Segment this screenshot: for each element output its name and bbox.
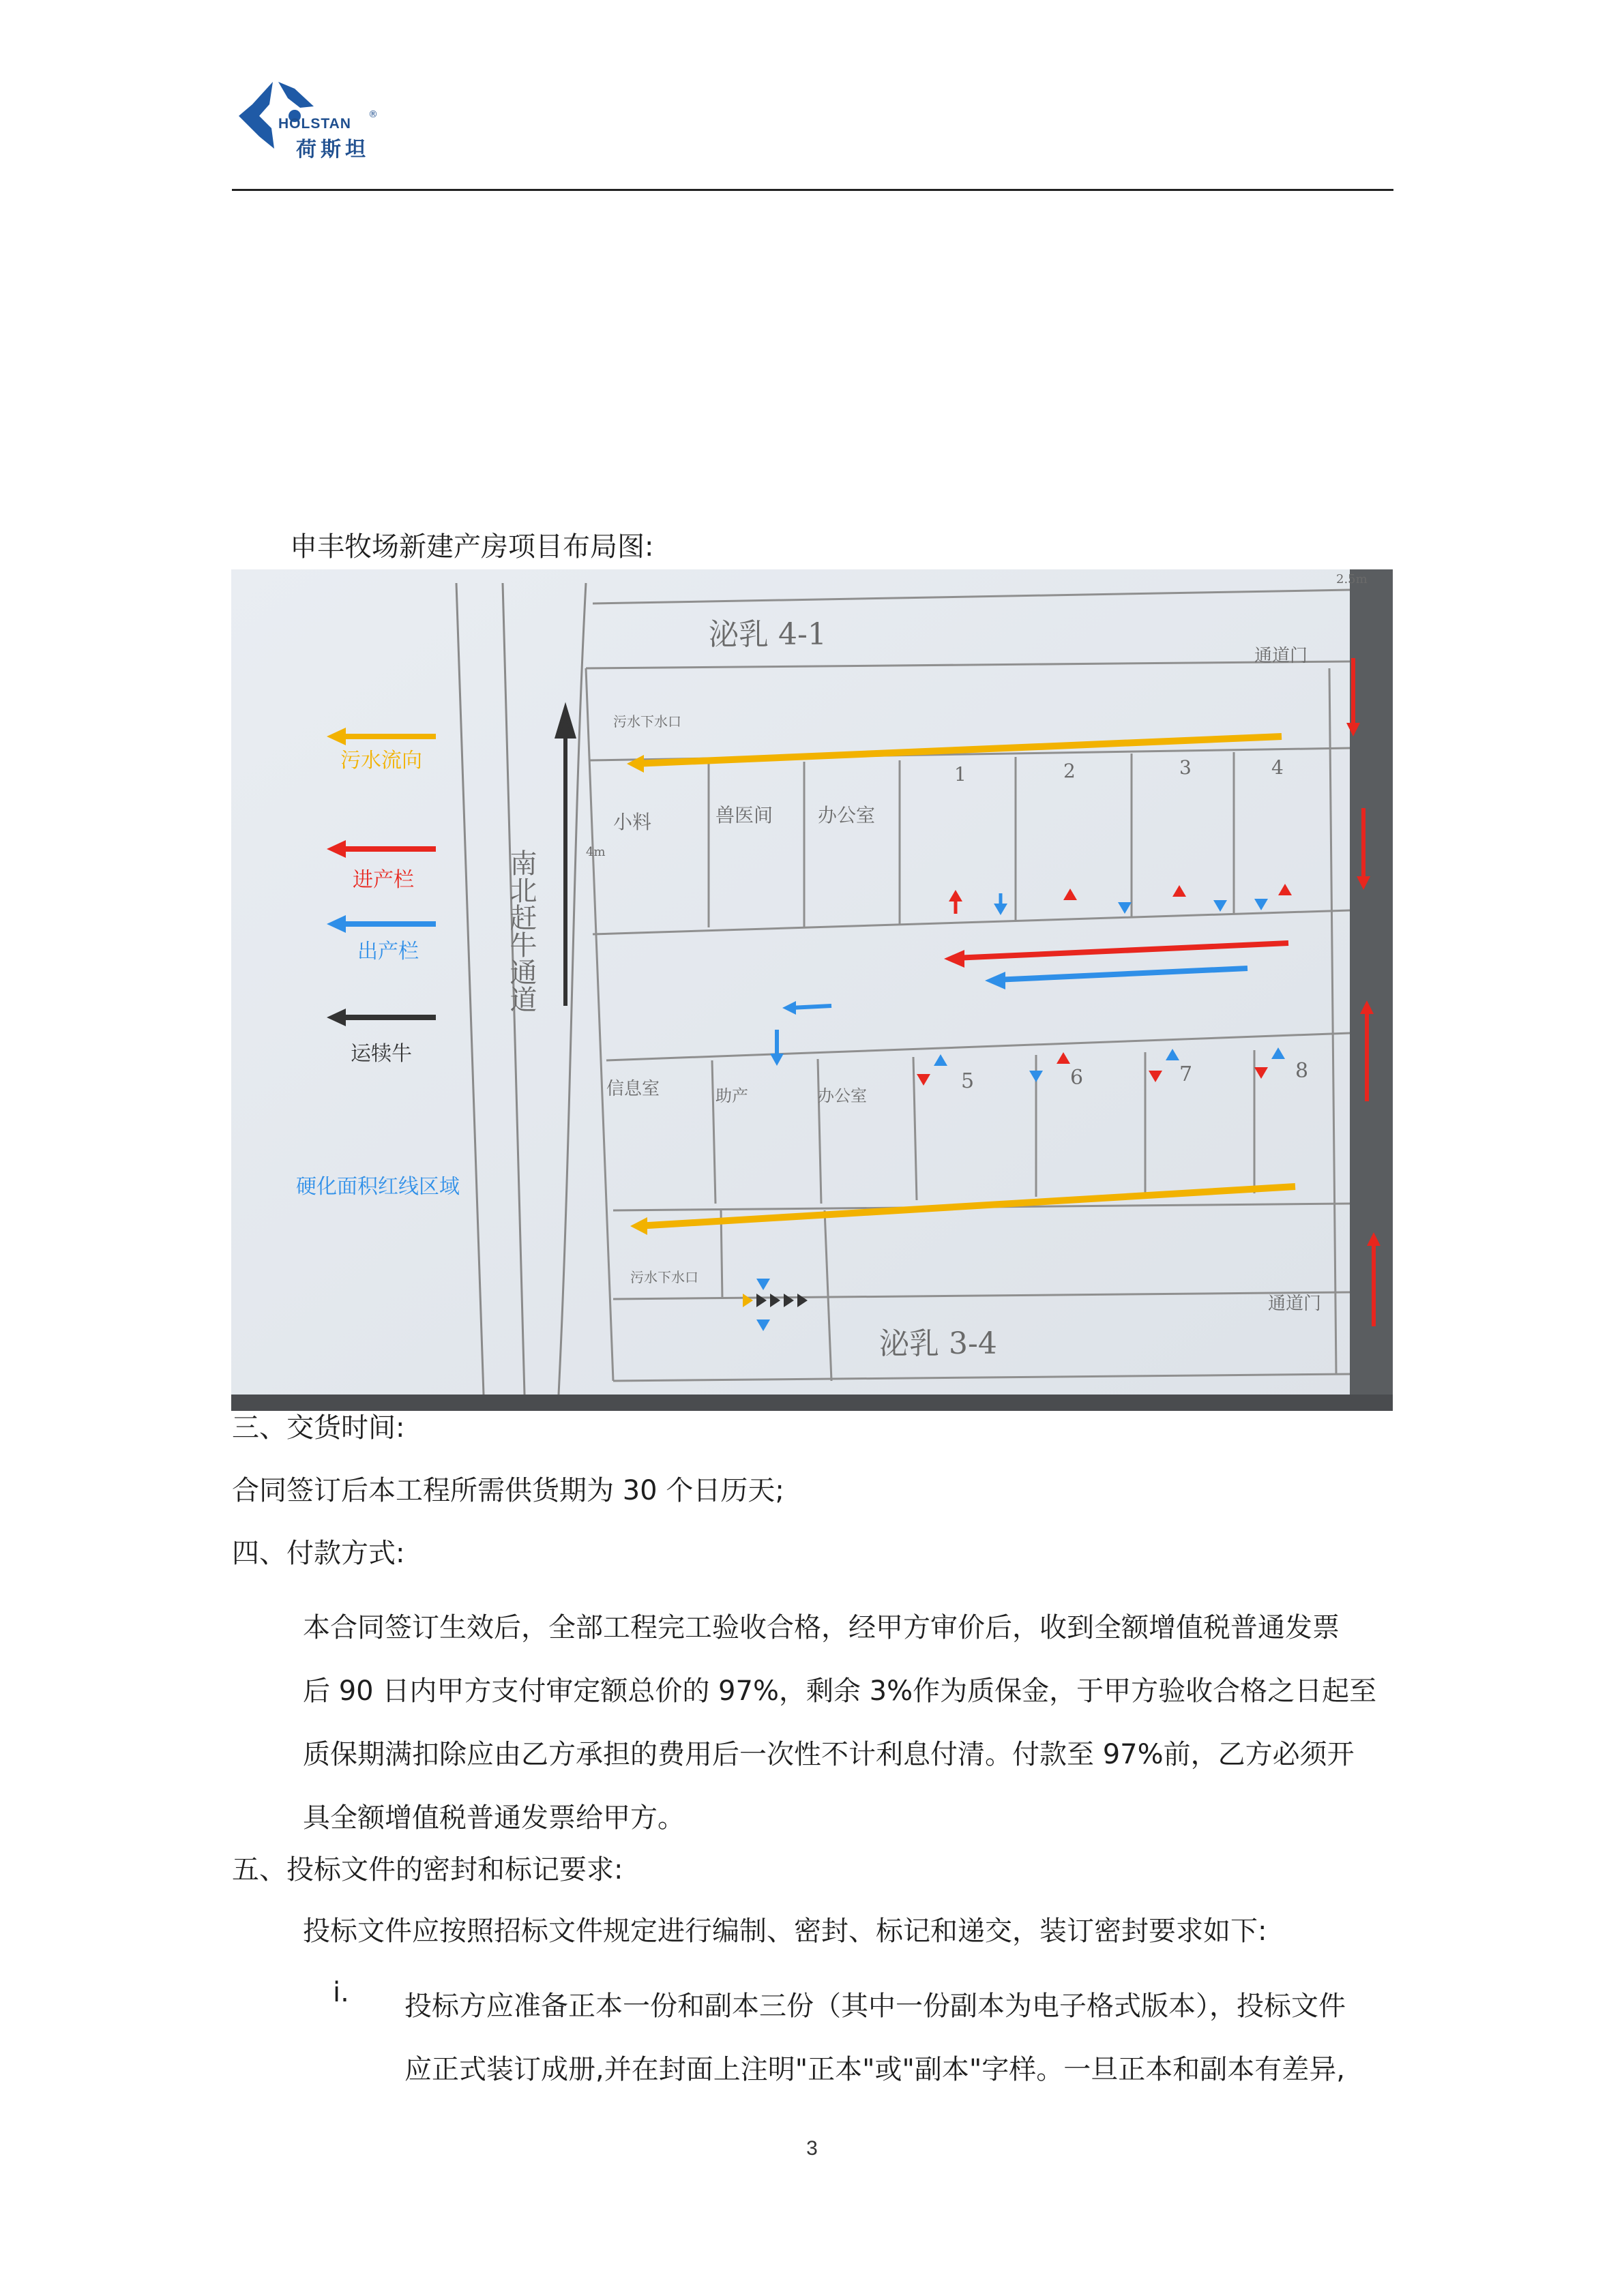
payment-line: 本合同签订生效后，全部工程完工验收合格，经甲方审价后，收到全额增值税普通发票 <box>303 1612 1340 1643</box>
header-rule <box>232 189 1393 191</box>
top-block-label: 泌乳 4-1 <box>709 617 827 652</box>
delivery-text: 合同签订后本工程所需供货期为 30 个日历天; <box>232 1475 784 1506</box>
payment-paragraph <box>303 1596 1394 1850</box>
logo-chinese-text: 荷斯坦 <box>296 138 370 162</box>
legend-label-entry: 进产栏 <box>353 868 414 892</box>
logo-registered-mark: ® <box>368 109 378 120</box>
room-label: 1 <box>954 763 966 786</box>
sewage-outlet-top: 污水下水口 <box>613 713 681 730</box>
room-label: 办公室 <box>818 1086 867 1105</box>
road-label <box>505 849 537 1013</box>
figure-caption: 申丰牧场新建产房项目布局图: <box>290 531 654 563</box>
room-label: 办公室 <box>818 804 876 826</box>
sketch-paper <box>231 569 1393 1411</box>
svg-text:南北赶牛通道: 南北赶牛通道 <box>505 849 537 1013</box>
room-label: 小料 <box>613 811 652 833</box>
payment-line: 具全额增值税普通发票给甲方。 <box>303 1802 685 1834</box>
bottom-block-label: 泌乳 3-4 <box>879 1326 997 1361</box>
legend-label-calf: 运犊牛 <box>351 1042 412 1066</box>
dimension-label-corner: 2.5m <box>1336 572 1368 586</box>
gate-label-bottom: 通道门 <box>1268 1294 1322 1314</box>
room-label: 助产 <box>715 1086 748 1105</box>
company-logo <box>232 74 396 162</box>
gate-label-top: 通道门 <box>1254 646 1308 666</box>
bid-intro: 投标文件应按照招标文件规定进行编制、密封、标记和递交，装订密封要求如下: <box>303 1915 1267 1947</box>
legend-label-exit: 出产栏 <box>357 940 419 964</box>
list-item-line: 应正式装订成册,并在封面上注明"正本"或"副本"字样。一旦正本和副本有差异, <box>404 2054 1346 2085</box>
list-item <box>404 1975 1346 2102</box>
layout-sketch-photo <box>231 569 1393 1411</box>
room-label: 8 <box>1295 1059 1309 1083</box>
hardened-area-label: 硬化面积红线区域 <box>296 1175 460 1199</box>
page-number: 3 <box>806 2137 818 2160</box>
logo-brand-text: HOLSTAN <box>278 116 351 132</box>
room-label: 信息室 <box>606 1079 660 1099</box>
room-label: 5 <box>961 1069 975 1093</box>
legend-label-sewage: 污水流向 <box>340 749 422 773</box>
room-label: 兽医间 <box>715 804 773 826</box>
table-edge <box>1350 569 1393 1411</box>
room-label: 2 <box>1063 760 1076 782</box>
room-label: 4 <box>1271 756 1284 779</box>
delivery-heading: 三、交货时间: <box>232 1412 405 1444</box>
dimension-label-side: 4m <box>586 845 606 859</box>
sewage-outlet-bottom: 污水下水口 <box>630 1269 698 1285</box>
payment-heading: 四、付款方式: <box>232 1538 405 1569</box>
payment-line: 后 90 日内甲方支付审定额总价的 97%，剩余 3%作为质保金，于甲方验收合格之日起至 <box>303 1675 1377 1707</box>
payment-line: 质保期满扣除应由乙方承担的费用后一次性不计利息付清。付款至 97%前，乙方必须开 <box>303 1739 1355 1770</box>
room-label: 3 <box>1179 756 1192 779</box>
room-label: 6 <box>1070 1066 1084 1090</box>
list-item-marker: i. <box>333 1977 349 2008</box>
list-item-line: 投标方应准备正本一份和副本三份（其中一份副本为电子格式版本），投标文件 <box>404 1991 1346 2022</box>
bid-heading: 五、投标文件的密封和标记要求: <box>232 1854 623 1885</box>
room-label: 7 <box>1179 1062 1193 1086</box>
